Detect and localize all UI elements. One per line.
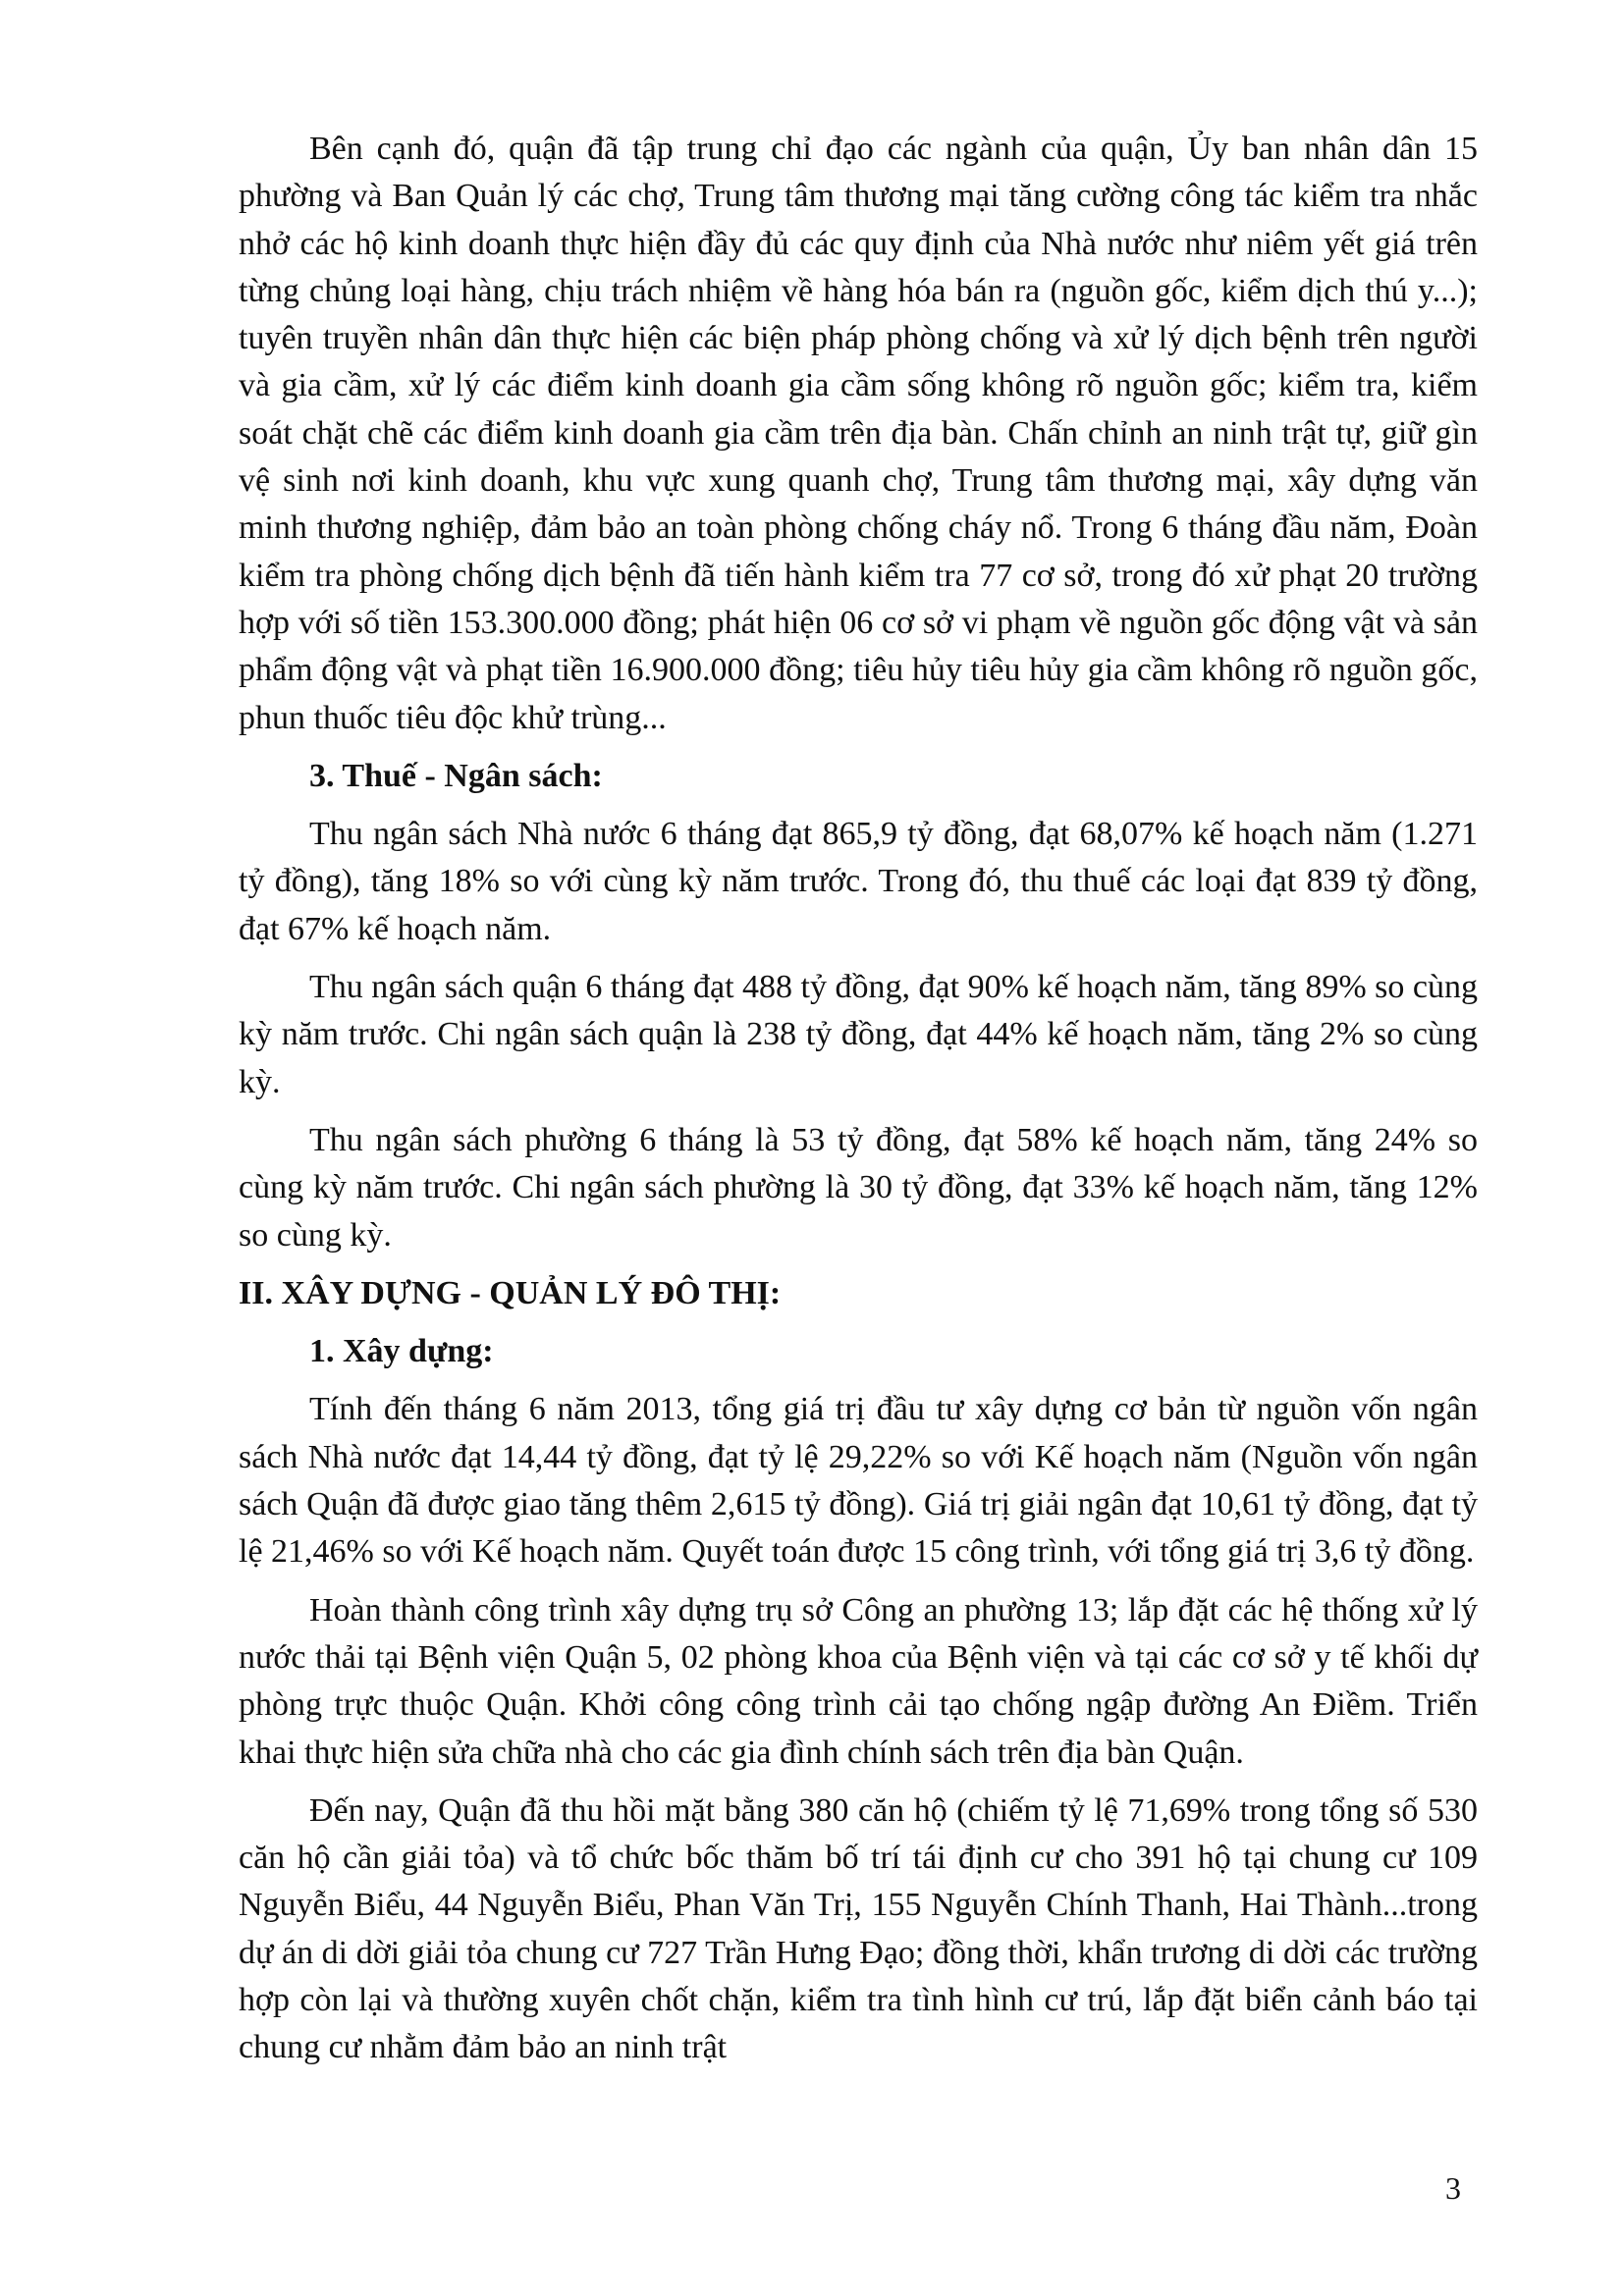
paragraph-relocation: Đến nay, Quận đã thu hồi mặt bằng 380 căn hộ (chiếm tỷ lệ 71,69% trong tổng số 530 căn hộ cần giải tỏa) và tổ chức bốc thăm bố trí tái định cư cho 391 hộ tại chung cư 109 Nguyễn Biểu, 44 Nguyễn Biểu, Phan Văn Trị, 155 Nguyễn Chính Thanh, Hai Thành...trong dự án di dời giải tỏa chung cư 727 Trần Hưng Đạo; đồng thời, khẩn trương di dời các trường hợp còn lại và thường xuyên chốt chặn, kiểm tra tình hình cư trú, lắp đặt biển cảnh báo tại chung cư nhằm đảm bảo an ninh trật <box>239 1791 1478 2066</box>
paragraph-district-budget: Thu ngân sách quận 6 tháng đạt 488 tỷ đồng, đạt 90% kế hoạch năm, tăng 89% so cùng kỳ năm trước. Chi ngân sách quận là 238 tỷ đồng, đạt 44% kế hoạch năm, tăng 2% so cùng kỳ. <box>239 969 1478 1100</box>
paragraph-completed-works: Hoàn thành công trình xây dựng trụ sở Công an phường 13; lắp đặt các hệ thống xử lý nước thải tại Bệnh viện Quận 5, 02 phòng khoa của Bệnh viện và tại các cơ sở y tế khối dự phòng trực thuộc Quận. Khởi công công trình cải tạo chống ngập đường An Điềm. Triển khai thực hiện sửa chữa nhà cho các gia đình chính sách trên địa bàn Quận. <box>239 1591 1478 1771</box>
heading-construction: 1. Xây dựng: <box>309 1333 494 1370</box>
heading-tax-budget: 3. Thuế - Ngân sách: <box>309 757 603 794</box>
heading-section-construction-urban: II. XÂY DỰNG - QUẢN LÝ ĐÔ THỊ: <box>239 1274 782 1311</box>
page-number: 3 <box>1445 2170 1461 2206</box>
paragraph-state-budget: Thu ngân sách Nhà nước 6 tháng đạt 865,9 tỷ đồng, đạt 68,07% kế hoạch năm (1.271 tỷ đồng), tăng 18% so với cùng kỳ năm trước. Trong đó, thu thuế các loại đạt 839 tỷ đồng, đạt 67% kế hoạch năm. <box>239 816 1478 947</box>
paragraph-ward-budget: Thu ngân sách phường 6 tháng là 53 tỷ đồng, đạt 58% kế hoạch năm, tăng 24% so cùng kỳ năm trước. Chi ngân sách phường là 30 tỷ đồng, đạt 33% kế hoạch năm, tăng 12% so cùng kỳ. <box>239 1121 1478 1254</box>
paragraph-market-inspection: Bên cạnh đó, quận đã tập trung chỉ đạo các ngành của quận, Ủy ban nhân dân 15 phường và Ban Quản lý các chợ, Trung tâm thương mại tăng cường công tác kiểm tra nhắc nhở các hộ kinh doanh thực hiện đầy đủ các quy định của Nhà nước như niêm yết giá trên từng chủng loại hàng, chịu trách nhiệm về hàng hóa bán ra (nguồn gốc, kiểm dịch thú y...); tuyên truyền nhân dân thực hiện các biện pháp phòng chống và xử lý dịch bệnh trên người và gia cầm, xử lý các điểm kinh doanh gia cầm sống không rõ nguồn gốc; kiểm tra, kiểm soát chặt chẽ các điểm kinh doanh gia cầm trên địa bàn. Chấn chỉnh an ninh trật tự, giữ gìn vệ sinh nơi kinh doanh, khu vực xung quanh chợ, Trung tâm thương mại, xây dựng văn minh thương nghiệp, đảm bảo an toàn phòng chống cháy nổ. Trong 6 tháng đầu năm, Đoàn kiểm tra phòng chống dịch bệnh đã tiến hành kiểm tra 77 cơ sở, trong đó xử phạt 20 trường hợp với số tiền 153.300.000 đồng; phát hiện 06 cơ sở vi phạm về nguồn gốc động vật và sản phẩm động vật và phạt tiền 16.900.000 đồng; tiêu hủy tiêu hủy gia cầm không rõ nguồn gốc, phun thuốc tiêu độc khử trùng... <box>239 131 1478 736</box>
document-page <box>239 126 1478 2083</box>
paragraph-investment: Tính đến tháng 6 năm 2013, tổng giá trị đầu tư xây dựng cơ bản từ nguồn vốn ngân sách Nhà nước đạt 14,44 tỷ đồng, đạt tỷ lệ 29,22% so với Kế hoạch năm (Nguồn vốn ngân sách Quận đã được giao tăng thêm 2,615 tỷ đồng). Giá trị giải ngân đạt 10,61 tỷ đồng, đạt tỷ lệ 21,46% so với Kế hoạch năm. Quyết toán được 15 công trình, với tổng giá trị 3,6 tỷ đồng. <box>239 1391 1478 1571</box>
